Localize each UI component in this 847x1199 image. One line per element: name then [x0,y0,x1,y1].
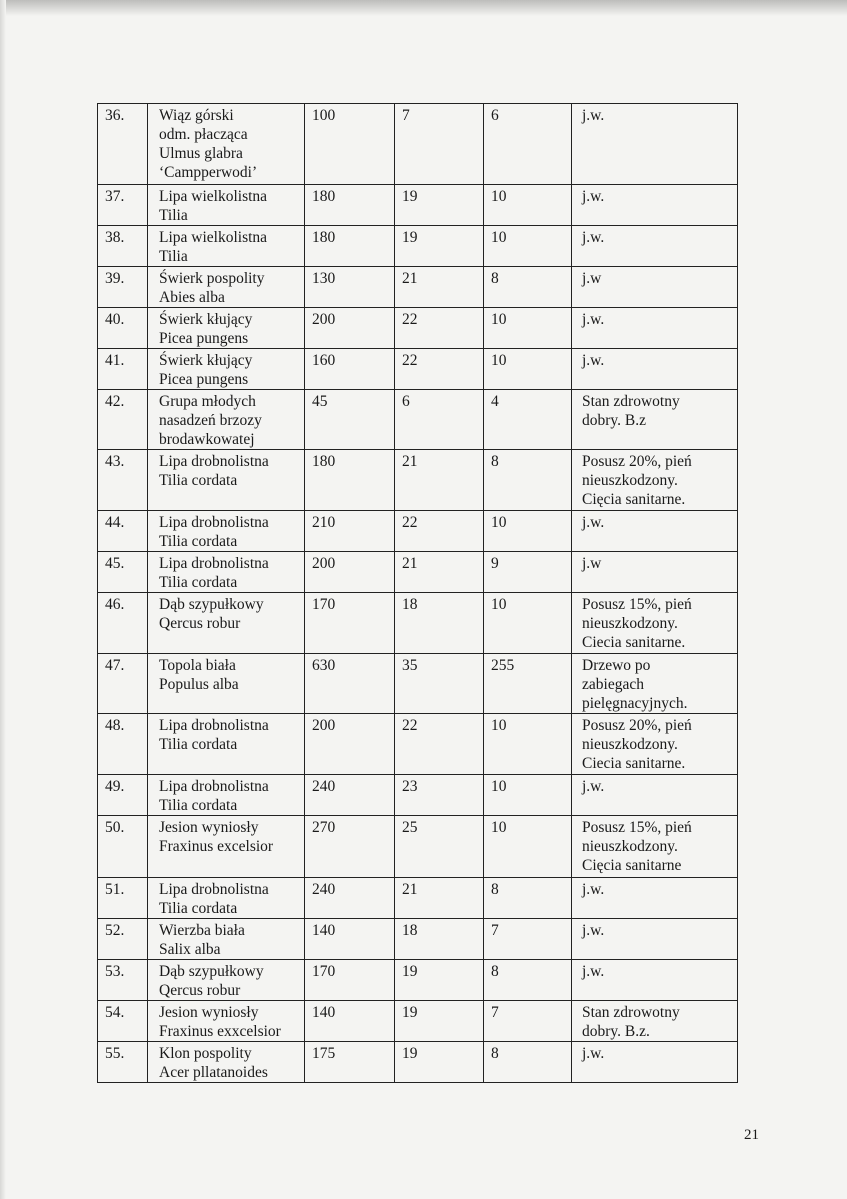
condition-line: Drzewo po [582,657,651,674]
height-cell: 19 [395,1042,484,1083]
species-line: Świerk kłujący [159,311,253,328]
species-line: Tilia cordata [159,574,238,591]
row-number-cell: 43. [98,450,148,511]
crown-cell: 10 [484,185,572,226]
species-cell [148,104,305,185]
height-cell: 19 [395,226,484,267]
condition-line: j.w [582,555,602,572]
table-row [98,1042,738,1083]
species-cell [148,654,305,714]
condition-cell [572,1001,738,1042]
species-cell [148,593,305,654]
table-row [98,775,738,816]
table-row [98,552,738,593]
condition-line: j.w [582,270,602,287]
species-line: Grupa młodych [159,393,256,410]
condition-cell [572,816,738,878]
height-cell: 22 [395,349,484,390]
species-cell [148,816,305,878]
row-number-cell: 50. [98,816,148,878]
species-line: nasadzeń brzozy [159,412,262,429]
crown-cell: 10 [484,775,572,816]
height-cell: 18 [395,593,484,654]
species-line: Lipa drobnolistna [159,778,269,795]
table-row [98,226,738,267]
table-row [98,185,738,226]
table-row [98,450,738,511]
height-cell: 35 [395,654,484,714]
row-number-cell: 47. [98,654,148,714]
species-line: Wierzba biała [159,922,245,939]
circumference-cell: 200 [305,308,395,349]
condition-cell [572,185,738,226]
scan-left-edge [0,0,6,1199]
species-line: Salix alba [159,941,221,958]
species-cell [148,267,305,308]
condition-cell [572,654,738,714]
species-line: Qercus robur [159,982,241,999]
row-number-cell: 42. [98,390,148,450]
species-line: Acer pllatanoides [159,1064,268,1081]
height-cell: 22 [395,511,484,552]
species-cell [148,878,305,919]
table-row [98,714,738,775]
crown-cell: 10 [484,308,572,349]
circumference-cell: 140 [305,919,395,960]
scan-top-edge [0,0,847,16]
circumference-cell: 210 [305,511,395,552]
species-line: Lipa wielkolistna [159,188,268,205]
condition-cell [572,878,738,919]
page-number: 21 [744,1127,759,1143]
condition-line: nieuszkodzony. [582,838,678,855]
species-cell [148,511,305,552]
condition-cell [572,226,738,267]
species-cell [148,349,305,390]
circumference-cell: 130 [305,267,395,308]
crown-cell: 8 [484,450,572,511]
row-number-cell: 49. [98,775,148,816]
table-row [98,349,738,390]
row-number-cell: 52. [98,919,148,960]
species-line: Tilia [159,248,188,265]
table-row [98,593,738,654]
condition-cell [572,552,738,593]
row-number-cell: 37. [98,185,148,226]
species-line: Abies alba [159,289,225,306]
species-line: Tilia cordata [159,472,238,489]
condition-cell [572,450,738,511]
row-number-cell: 55. [98,1042,148,1083]
condition-line: Cięcia sanitarne [582,857,682,874]
condition-cell [572,104,738,185]
height-cell: 19 [395,960,484,1001]
species-line: Jesion wyniosły [159,819,259,836]
crown-cell: 8 [484,960,572,1001]
species-line: Jesion wyniosły [159,1004,259,1021]
species-cell [148,1042,305,1083]
condition-line: Posusz 15%, pień [582,596,692,613]
condition-line: j.w. [582,107,605,124]
table-row [98,308,738,349]
condition-line: nieuszkodzony. [582,472,678,489]
condition-line: j.w. [582,963,605,980]
condition-line: zabiegach [582,676,644,693]
table-row [98,390,738,450]
crown-cell: 10 [484,349,572,390]
crown-cell: 8 [484,1042,572,1083]
height-cell: 19 [395,185,484,226]
species-line: Dąb szypułkowy [159,963,264,980]
species-line: Ulmus glabra [159,145,243,162]
species-line: Dąb szypułkowy [159,596,264,613]
circumference-cell: 45 [305,390,395,450]
height-cell: 21 [395,450,484,511]
species-line: brodawkowatej [159,431,255,448]
species-line: Lipa drobnolistna [159,881,269,898]
species-line: Populus alba [159,676,239,693]
circumference-cell: 175 [305,1042,395,1083]
species-line: Qercus robur [159,615,241,632]
condition-cell [572,919,738,960]
condition-cell [572,714,738,775]
height-cell: 21 [395,267,484,308]
species-line: Topola biała [159,657,236,674]
crown-cell: 8 [484,267,572,308]
crown-cell: 4 [484,390,572,450]
condition-line: Cięcia sanitarne. [582,491,686,508]
circumference-cell: 180 [305,226,395,267]
circumference-cell: 270 [305,816,395,878]
condition-line: Stan zdrowotny [582,1004,680,1021]
condition-cell [572,593,738,654]
condition-line: j.w. [582,229,605,246]
condition-line: Posusz 20%, pień [582,717,692,734]
species-line: Lipa wielkolistna [159,229,268,246]
condition-line: Ciecia sanitarne. [582,755,686,772]
species-cell [148,308,305,349]
condition-cell [572,349,738,390]
condition-line: j.w. [582,311,605,328]
circumference-cell: 180 [305,450,395,511]
condition-line: Posusz 15%, pień [582,819,692,836]
species-cell [148,552,305,593]
species-line: Picea pungens [159,330,249,347]
species-line: Fraxinus exxcelsior [159,1023,281,1040]
condition-cell [572,511,738,552]
species-cell [148,960,305,1001]
condition-line: Stan zdrowotny [582,393,680,410]
crown-cell: 8 [484,878,572,919]
condition-line: nieuszkodzony. [582,736,678,753]
species-cell [148,1001,305,1042]
table-row [98,919,738,960]
height-cell: 19 [395,1001,484,1042]
height-cell: 21 [395,552,484,593]
circumference-cell: 180 [305,185,395,226]
species-line: Tilia cordata [159,736,238,753]
condition-line: j.w. [582,514,605,531]
circumference-cell: 160 [305,349,395,390]
condition-line: j.w. [582,881,605,898]
condition-line: j.w. [582,922,605,939]
table-row [98,511,738,552]
crown-cell: 10 [484,714,572,775]
height-cell: 21 [395,878,484,919]
species-line: Picea pungens [159,371,249,388]
condition-cell [572,960,738,1001]
circumference-cell: 140 [305,1001,395,1042]
species-cell [148,775,305,816]
condition-line: pielęgnacyjnych. [582,695,688,712]
condition-line: j.w. [582,188,605,205]
condition-cell [572,267,738,308]
condition-line: j.w. [582,352,605,369]
row-number-cell: 38. [98,226,148,267]
row-number-cell: 46. [98,593,148,654]
crown-cell: 10 [484,593,572,654]
circumference-cell: 170 [305,593,395,654]
species-line: Tilia [159,207,188,224]
table-body [98,104,738,1083]
crown-cell: 7 [484,1001,572,1042]
condition-cell [572,390,738,450]
circumference-cell: 200 [305,552,395,593]
table-row [98,878,738,919]
crown-cell: 6 [484,104,572,185]
crown-cell: 255 [484,654,572,714]
height-cell: 23 [395,775,484,816]
species-line: Lipa drobnolistna [159,717,269,734]
circumference-cell: 170 [305,960,395,1001]
tree-inventory-table [97,103,738,1083]
table-row [98,816,738,878]
circumference-cell: 100 [305,104,395,185]
crown-cell: 10 [484,816,572,878]
condition-line: Posusz 20%, pień [582,453,692,470]
circumference-cell: 630 [305,654,395,714]
table-row [98,654,738,714]
row-number-cell: 41. [98,349,148,390]
species-line: Świerk kłujący [159,352,253,369]
row-number-cell: 53. [98,960,148,1001]
row-number-cell: 40. [98,308,148,349]
species-cell [148,185,305,226]
crown-cell: 9 [484,552,572,593]
condition-line: dobry. B.z [582,412,646,429]
row-number-cell: 45. [98,552,148,593]
condition-cell [572,775,738,816]
row-number-cell: 39. [98,267,148,308]
species-line: Tilia cordata [159,900,238,917]
species-line: Wiąz górski [159,107,234,124]
species-cell [148,450,305,511]
height-cell: 22 [395,714,484,775]
circumference-cell: 200 [305,714,395,775]
crown-cell: 10 [484,511,572,552]
row-number-cell: 54. [98,1001,148,1042]
table-row [98,1001,738,1042]
height-cell: 7 [395,104,484,185]
circumference-cell: 240 [305,878,395,919]
species-line: Fraxinus excelsior [159,838,274,855]
condition-cell [572,308,738,349]
height-cell: 22 [395,308,484,349]
table-row [98,960,738,1001]
species-cell [148,919,305,960]
species-line: Tilia cordata [159,797,238,814]
species-cell [148,714,305,775]
species-line: ‘Campperwodi’ [159,164,258,181]
species-line: Lipa drobnolistna [159,555,269,572]
species-line: Tilia cordata [159,533,238,550]
height-cell: 18 [395,919,484,960]
condition-line: nieuszkodzony. [582,615,678,632]
row-number-cell: 36. [98,104,148,185]
condition-line: j.w. [582,1045,605,1062]
row-number-cell: 44. [98,511,148,552]
table-row [98,104,738,185]
condition-line: dobry. B.z. [582,1023,650,1040]
species-line: odm. płacząca [159,126,248,143]
species-cell [148,226,305,267]
row-number-cell: 51. [98,878,148,919]
species-line: Klon pospolity [159,1045,252,1062]
table-row [98,267,738,308]
crown-cell: 10 [484,226,572,267]
species-line: Lipa drobnolistna [159,453,269,470]
condition-cell [572,1042,738,1083]
species-line: Świerk pospolity [159,270,265,287]
height-cell: 6 [395,390,484,450]
row-number-cell: 48. [98,714,148,775]
species-cell [148,390,305,450]
species-line: Lipa drobnolistna [159,514,269,531]
crown-cell: 7 [484,919,572,960]
circumference-cell: 240 [305,775,395,816]
condition-line: Ciecia sanitarne. [582,634,686,651]
condition-line: j.w. [582,778,605,795]
height-cell: 25 [395,816,484,878]
